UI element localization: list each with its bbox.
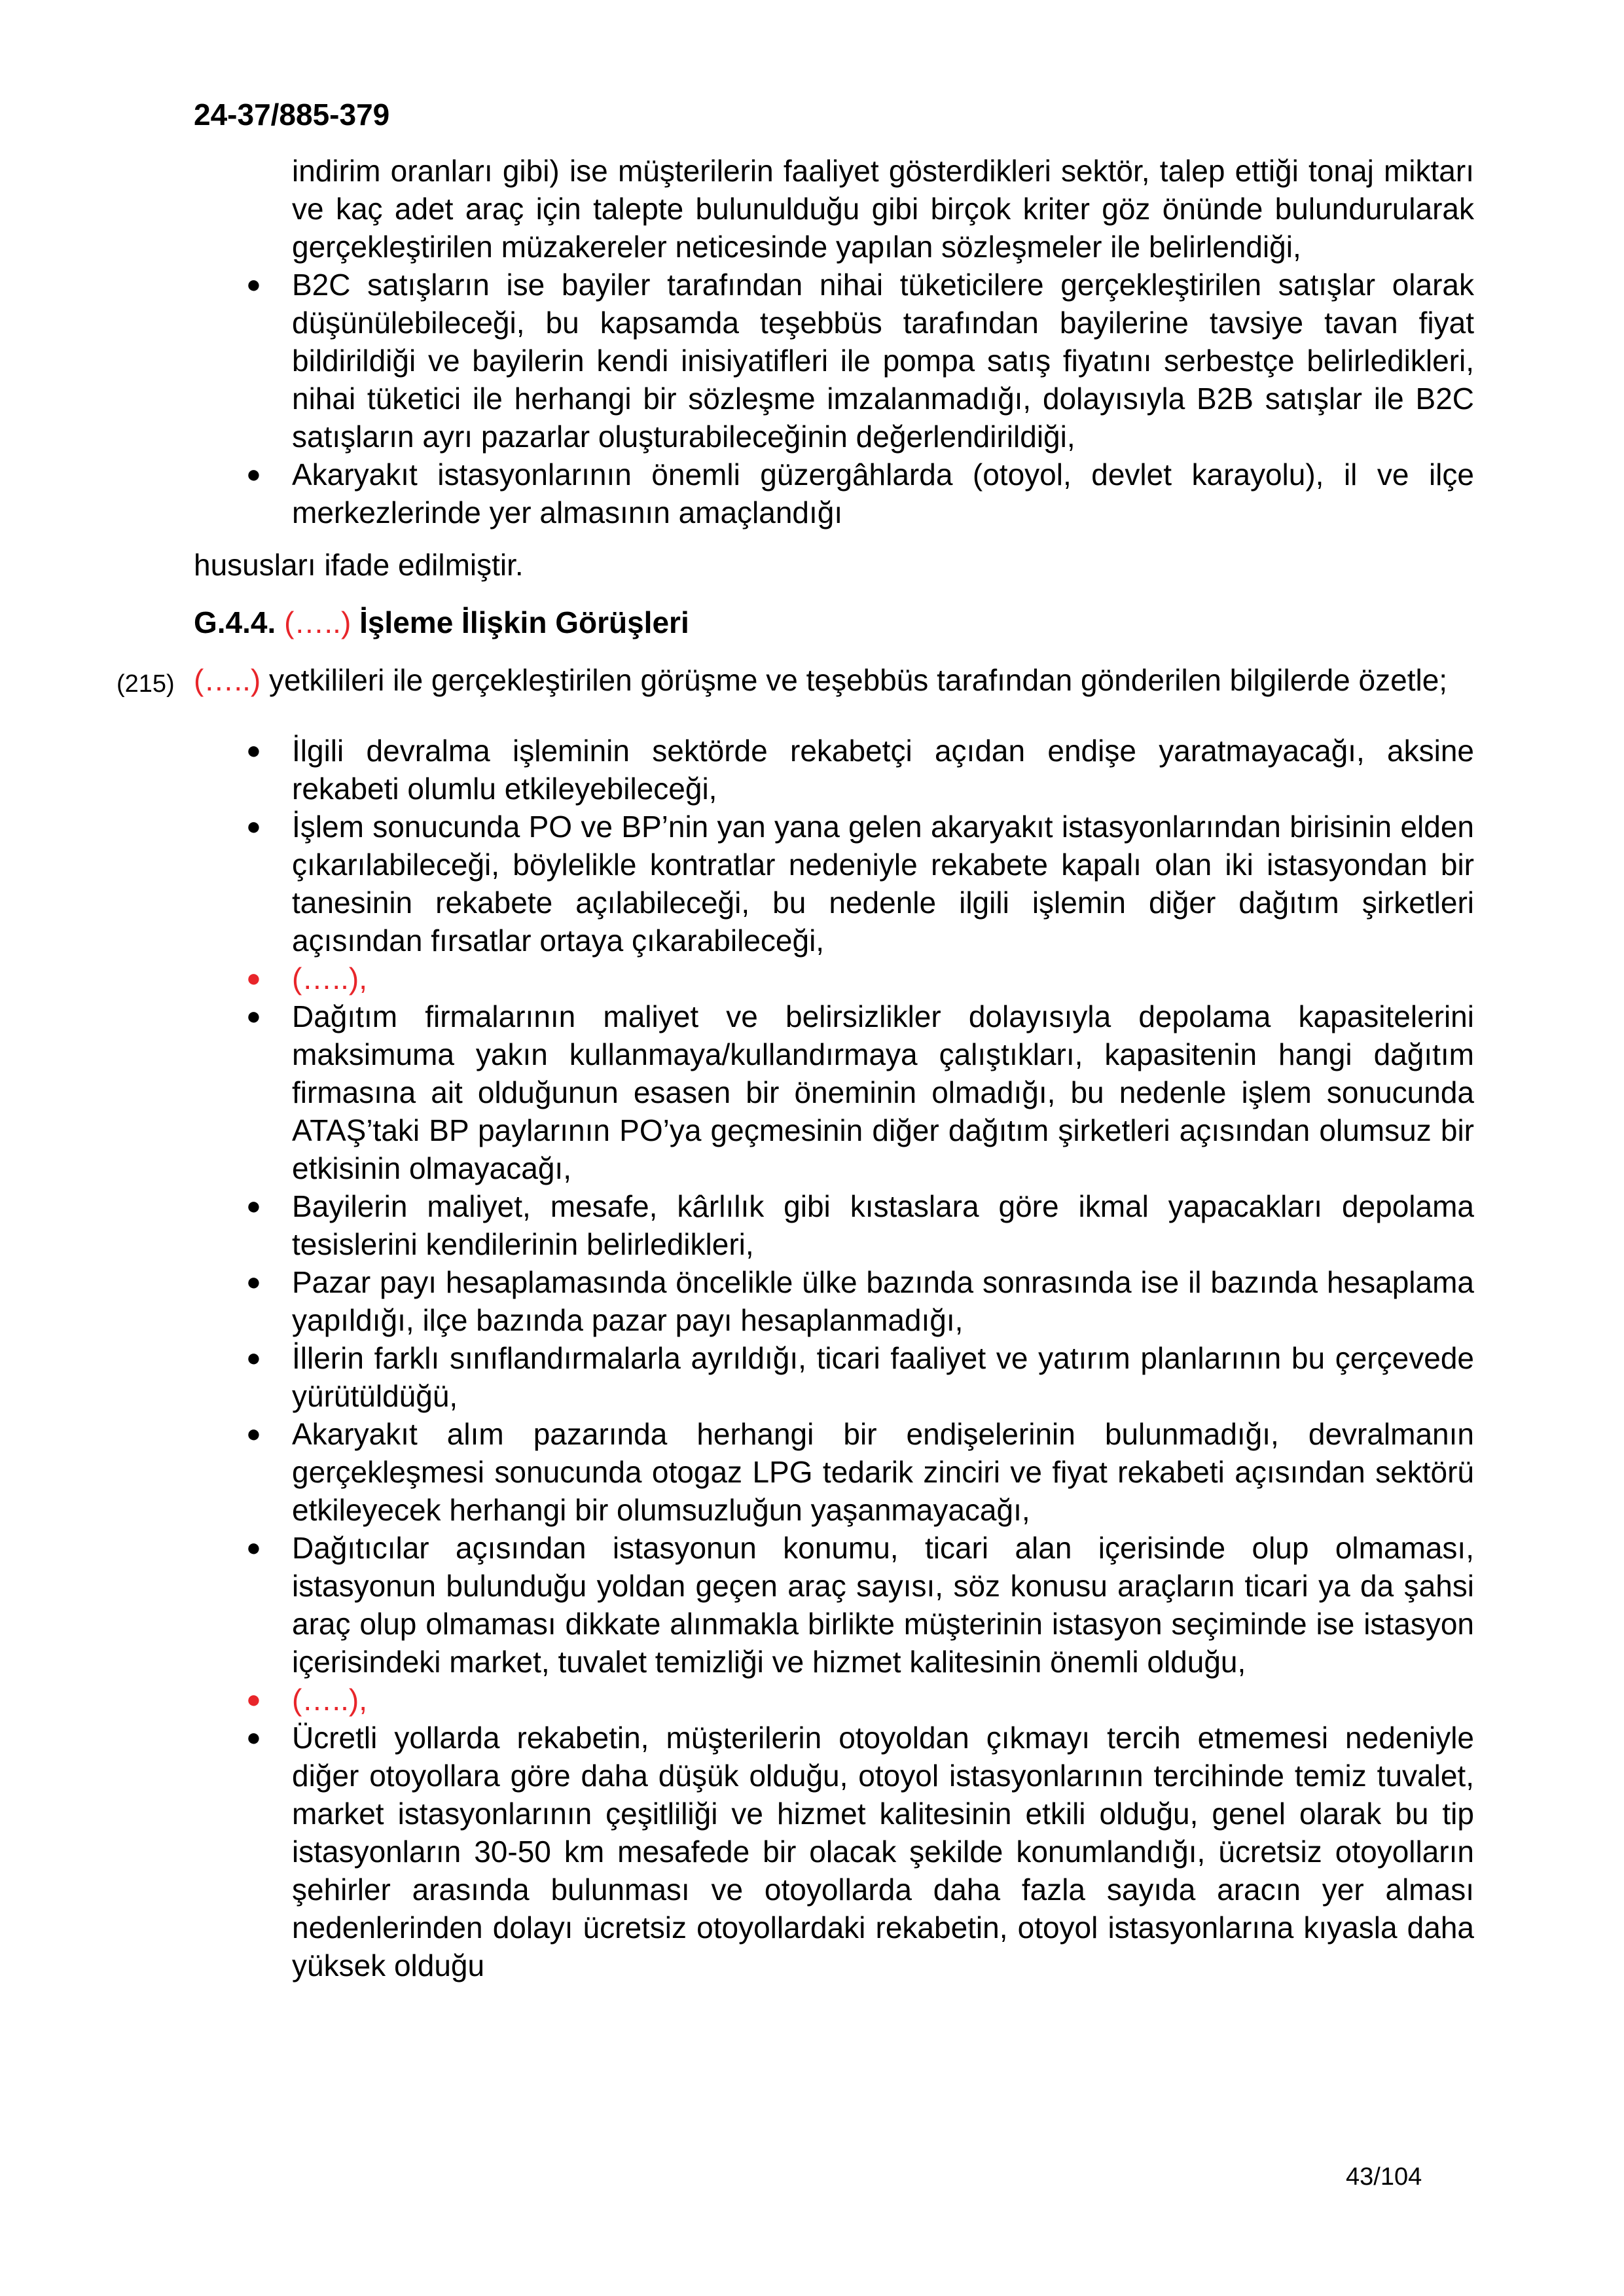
bullet-icon: ● xyxy=(246,1003,261,1030)
bullet-icon: ● xyxy=(246,1686,261,1713)
bullet-icon: ● xyxy=(246,813,261,840)
list-item: ● Akaryakıt alım pazarında herhangi bir endişelerinin bulunmadığı, devralmanın gerçekleşmesi sonucunda otogaz LPG tedarik zinciri ve fiyat rekabeti açısından sektörü etkileyecek herhangi bir olumsuzluğun yaşanmayacağı, xyxy=(292,1415,1474,1529)
bullet-icon: ● xyxy=(246,1724,261,1751)
list-item: ● B2C satışların ise bayiler tarafından nihai tüketicilere gerçekleştirilen satışlar olarak düşünülebileceği, bu kapsamda teşebbüs tarafından bayilerine tavsiye tavan fiyat bildirildiği ve bayilerin kendi inisiyatifleri ile pompa satış fiyatını serbestçe belirledikleri, nihai tüketici ile herhangi bir sözleşme imzalanmadığı, dolayısıyla B2B satışlar ile B2C satışların ayrı pazarlar oluşturabileceğinin değerlendirildiği, xyxy=(292,266,1474,456)
page-number: 43/104 xyxy=(1346,2163,1422,2191)
list-item: ● Ücretli yollarda rekabetin, müşterilerin otoyoldan çıkmayı tercih etmemesi nedeniyle diğer otoyollara göre daha düşük olduğu, otoyol istasyonlarının tercihinde temiz tuvalet, market istasyonlarının çeşitliliği ve hizmet kalitesinin etkili olduğu, genel olarak bu tip istasyonların 30-50 km mesafede bir olacak şekilde konumlandığı, ücretsiz otoyolların şehirler arasında bulunması ve otoyollarda daha fazla sayıda aracın yer alması nedenlerinden dolayı ücretsiz otoyollardaki rekabetin, otoyol istasyonlarına kıyasla daha yüksek olduğu xyxy=(292,1719,1474,1984)
section-number: G.4.4. xyxy=(194,605,276,639)
closing-sentence: hususları ifade edilmiştir. xyxy=(194,548,524,582)
list-item: ● Bayilerin maliyet, mesafe, kârlılık gibi kıstaslara göre ikmal yapacakları depolama tesislerini kendilerinin belirledikleri, xyxy=(292,1187,1474,1263)
bullet-icon: ● xyxy=(246,271,261,298)
bullet-icon: ● xyxy=(246,1534,261,1562)
paragraph-text: yetkilileri ile gerçekleştirilen görüşme ve teşebbüs tarafından gönderilen bilgilerde özetle; xyxy=(261,663,1448,697)
bullet-icon: ● xyxy=(246,1193,261,1220)
list-item: ● Pazar payı hesaplamasında öncelikle ülke bazında sonrasında ise il bazında hesaplama yapıldığı, ilçe bazında pazar payı hesaplanmadığı, xyxy=(292,1263,1474,1339)
bullet-list-2 xyxy=(194,732,1474,1984)
bullet-list-1 xyxy=(194,266,1474,531)
document-id: 24-37/885-379 xyxy=(194,98,390,132)
bullet-icon: ● xyxy=(246,461,261,488)
bullet-icon: ● xyxy=(246,965,261,992)
list-item: ● Dağıtıcılar açısından istasyonun konumu, ticari alan içerisinde olup olmaması, istasyonun bulunduğu yoldan geçen araç sayısı, söz konusu araçların ticari ya da şahsi araç olup olmaması dikkate alınmakla birlikte müşterinin istasyon seçiminde ise istasyon içerisindeki market, tuvalet temizliği ve hizmet kalitesinin önemli olduğu, xyxy=(292,1529,1474,1681)
bullet-icon: ● xyxy=(246,737,261,764)
bullet-icon: ● xyxy=(246,1344,261,1372)
document-body xyxy=(117,152,1474,1984)
section-heading xyxy=(194,603,1474,641)
bullet-icon: ● xyxy=(246,1420,261,1448)
list-item: ● İşlem sonucunda PO ve BP’nin yan yana gelen akaryakıt istasyonlarından birisinin elden çıkarılabileceği, böylelikle kontratlar nedeniyle rekabete kapalı olan iki istasyondan bir tanesinin rekabete açılabileceği, bu nedenle ilgili işlemin diğer dağıtım şirketleri açısından fırsatlar ortaya çıkarabileceği, xyxy=(292,808,1474,960)
list-item: ● İllerin farklı sınıflandırmalarla ayrıldığı, ticari faaliyet ve yatırım planlarının bu çerçevede yürütüldüğü, xyxy=(292,1339,1474,1415)
list-item-redacted: ● (…..), xyxy=(292,1681,1474,1719)
numbered-paragraph xyxy=(117,661,1474,699)
list-item: ● İlgili devralma işleminin sektörde rekabetçi açıdan endişe yaratmayacağı, aksine rekabeti olumlu etkileyebileceği, xyxy=(292,732,1474,808)
section-title: İşleme İlişkin Görüşleri xyxy=(359,605,689,639)
list-item: ● Akaryakıt istasyonlarının önemli güzergâhlarda (otoyol, devlet karayolu), il ve ilçe merkezlerinde yer almasının amaçlandığı xyxy=(292,456,1474,531)
redacted-text: (…..) xyxy=(284,605,352,639)
list-item: ● Dağıtım firmalarının maliyet ve belirsizlikler dolayısıyla depolama kapasitelerini maksimuma yakın kullanmaya/kullandırmaya çalıştıkları, kapasitenin hangi dağıtım firmasına ait olduğunun esasen bir öneminin olmadığı, bu nedenle işlem sonucunda ATAŞ’taki BP paylarının PO’ya geçmesinin diğer dağıtım şirketleri açısından olumsuz bir etkisinin olmayacağı, xyxy=(292,997,1474,1187)
bullet-icon: ● xyxy=(246,1268,261,1296)
redacted-text: (…..) xyxy=(194,663,261,697)
list-item-redacted: ● (…..), xyxy=(292,960,1474,997)
continuation-paragraph: indirim oranları gibi) ise müşterilerin faaliyet gösterdikleri sektör, talep ettiği tonaj miktarı ve kaç adet araç için talepte bulunulduğu gibi birçok kriter göz önünde bulundurularak gerçekleştirilen müzakereler neticesinde yapılan sözleşmeler ile belirlendiği, xyxy=(292,154,1474,264)
paragraph-number: (215) xyxy=(117,670,175,698)
